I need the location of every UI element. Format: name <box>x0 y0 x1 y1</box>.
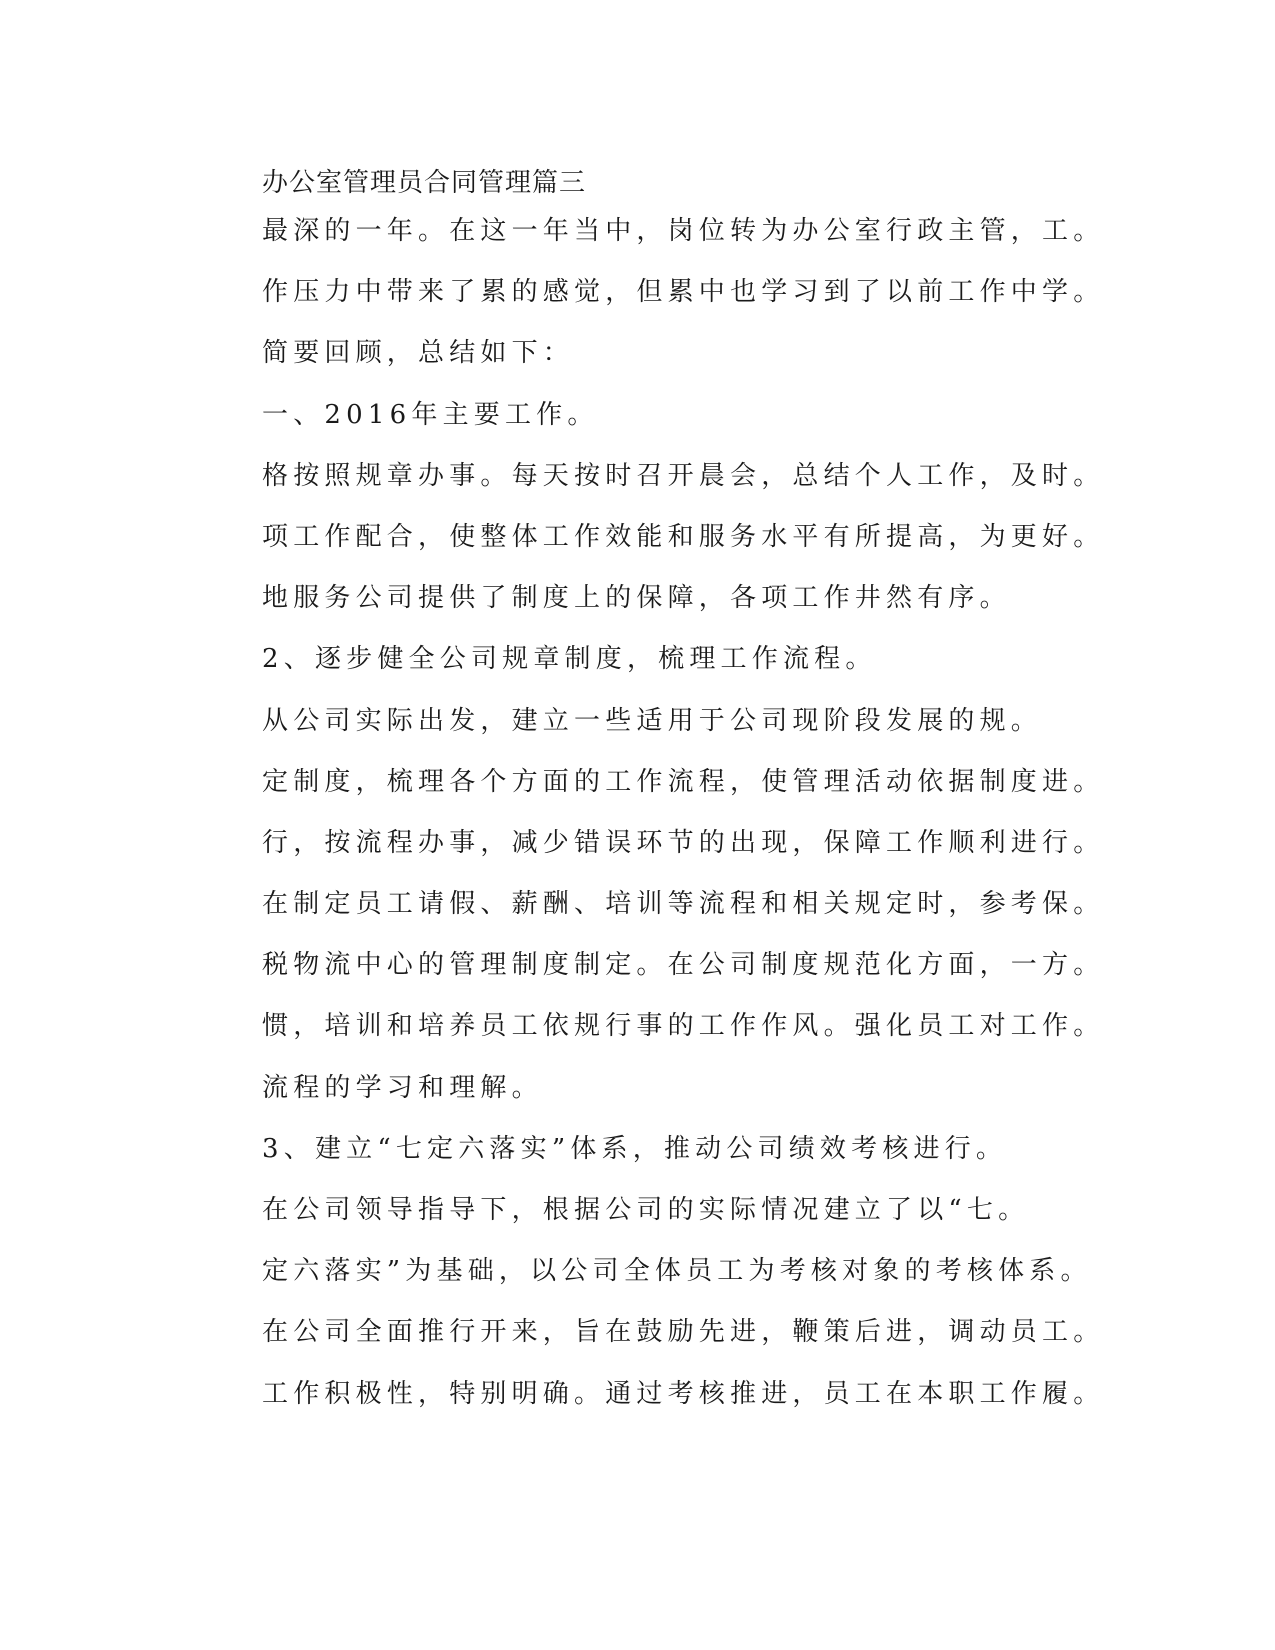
document-body <box>262 207 1105 1431</box>
body-line-18: 定六落实”为基础，以公司全体员工为考核对象的考核体系。 <box>262 1256 1092 1287</box>
body-line-12: 在制定员工请假、薪酬、培训等流程和相关规定时，参考保。 <box>262 889 1105 920</box>
section-heading-2: 2、逐步健全公司规章制度，梳理工作流程。 <box>262 644 877 675</box>
body-line-10: 定制度，梳理各个方面的工作流程，使管理活动依据制度进。 <box>262 766 1105 797</box>
body-line-17: 在公司领导指导下，根据公司的实际情况建立了以“七。 <box>262 1195 1030 1225</box>
body-line-9: 从公司实际出发，建立一些适用于公司现阶段发展的规。 <box>262 705 1043 736</box>
document-title: 办公室管理员合同管理篇三 <box>262 168 587 198</box>
body-line-5: 格按照规章办事。每天按时召开晨会，总结个人工作，及时。 <box>262 460 1105 491</box>
body-line-1: 最深的一年。在这一年当中，岗位转为办公室行政主管，工。 <box>262 216 1105 246</box>
body-line-14: 惯，培训和培养员工依规行事的工作作风。强化员工对工作。 <box>262 1011 1105 1042</box>
section-heading-1: 一、2016年主要工作。 <box>262 399 599 430</box>
body-line-6: 项工作配合，使整体工作效能和服务水平有所提高，为更好。 <box>262 521 1105 552</box>
body-line-15: 流程的学习和理解。 <box>262 1072 543 1103</box>
body-line-3: 简要回顾，总结如下： <box>262 338 575 369</box>
section-heading-3: 3、建立“七定六落实”体系，推动公司绩效考核进行。 <box>262 1133 1008 1164</box>
body-line-13: 税物流中心的管理制度制定。在公司制度规范化方面，一方。 <box>262 950 1105 981</box>
body-line-2: 作压力中带来了累的感觉，但累中也学习到了以前工作中学。 <box>262 277 1105 308</box>
body-line-19: 在公司全面推行开来，旨在鼓励先进，鞭策后进，调动员工。 <box>262 1317 1105 1348</box>
body-line-20: 工作积极性，特别明确。通过考核推进，员工在本职工作履。 <box>262 1378 1105 1409</box>
body-line-7: 地服务公司提供了制度上的保障，各项工作井然有序。 <box>262 583 1011 614</box>
body-line-11: 行，按流程办事，减少错误环节的出现，保障工作顺利进行。 <box>262 827 1105 858</box>
